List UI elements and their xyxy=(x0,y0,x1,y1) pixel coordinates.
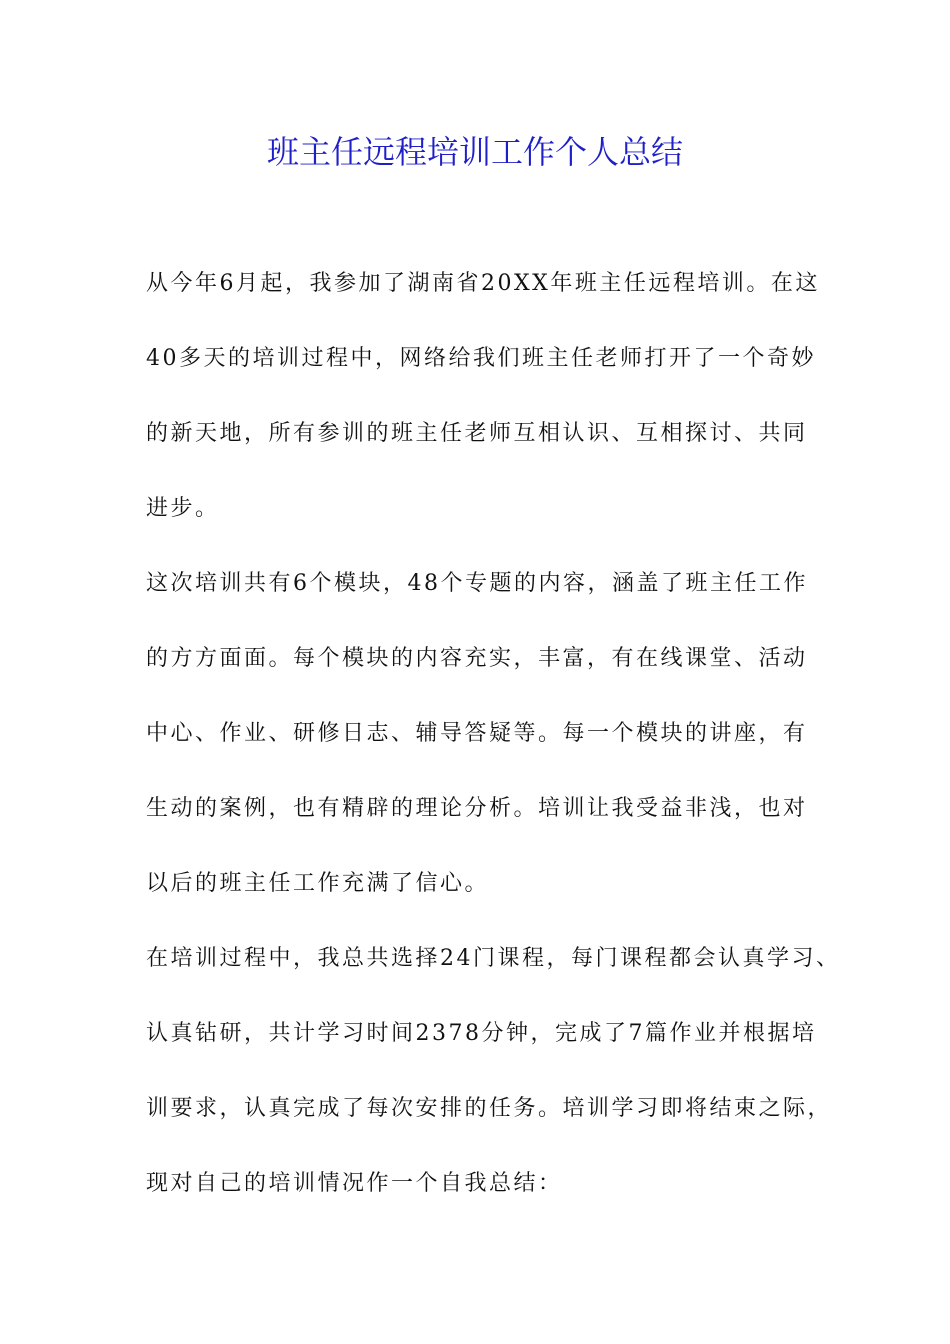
paragraph-1 xyxy=(146,262,826,562)
paragraph-line: 中心、作业、研修日志、辅导答疑等。每一个模块的讲座，有 xyxy=(146,721,808,746)
paragraph-line: 训要求，认真完成了每次安排的任务。培训学习即将结束之际， xyxy=(146,1096,833,1121)
paragraph-line: 从今年6月起，我参加了湖南省20XX年班主任远程培训。在这 xyxy=(146,271,820,296)
paragraph-line: 认真钻研，共计学习时间2378分钟，完成了7篇作业并根据培 xyxy=(146,1021,817,1046)
paragraph-line: 的方方面面。每个模块的内容充实，丰富，有在线课堂、活动 xyxy=(146,646,808,671)
paragraph-line: 的新天地，所有参训的班主任老师互相认识、互相探讨、共同 xyxy=(146,421,808,446)
paragraph-line: 进步。 xyxy=(146,496,220,521)
document-body xyxy=(146,262,841,1237)
paragraph-line: 这次培训共有6个模块，48个专题的内容，涵盖了班主任工作 xyxy=(146,571,808,596)
paragraph-line: 生动的案例，也有精辟的理论分析。培训让我受益非浅，也对 xyxy=(146,796,808,821)
paragraph-line: 以后的班主任工作充满了信心。 xyxy=(146,871,490,896)
paragraph-3 xyxy=(146,937,841,1237)
document-title: 班主任远程培训工作个人总结 xyxy=(266,133,683,171)
paragraph-line: 40多天的培训过程中，网络给我们班主任老师打开了一个奇妙 xyxy=(146,346,816,371)
paragraph-line: 在培训过程中，我总共选择24门课程，每门课程都会认真学习、 xyxy=(146,946,841,971)
paragraph-2 xyxy=(146,562,826,937)
paragraph-line: 现对自己的培训情况作一个自我总结： xyxy=(146,1171,563,1196)
